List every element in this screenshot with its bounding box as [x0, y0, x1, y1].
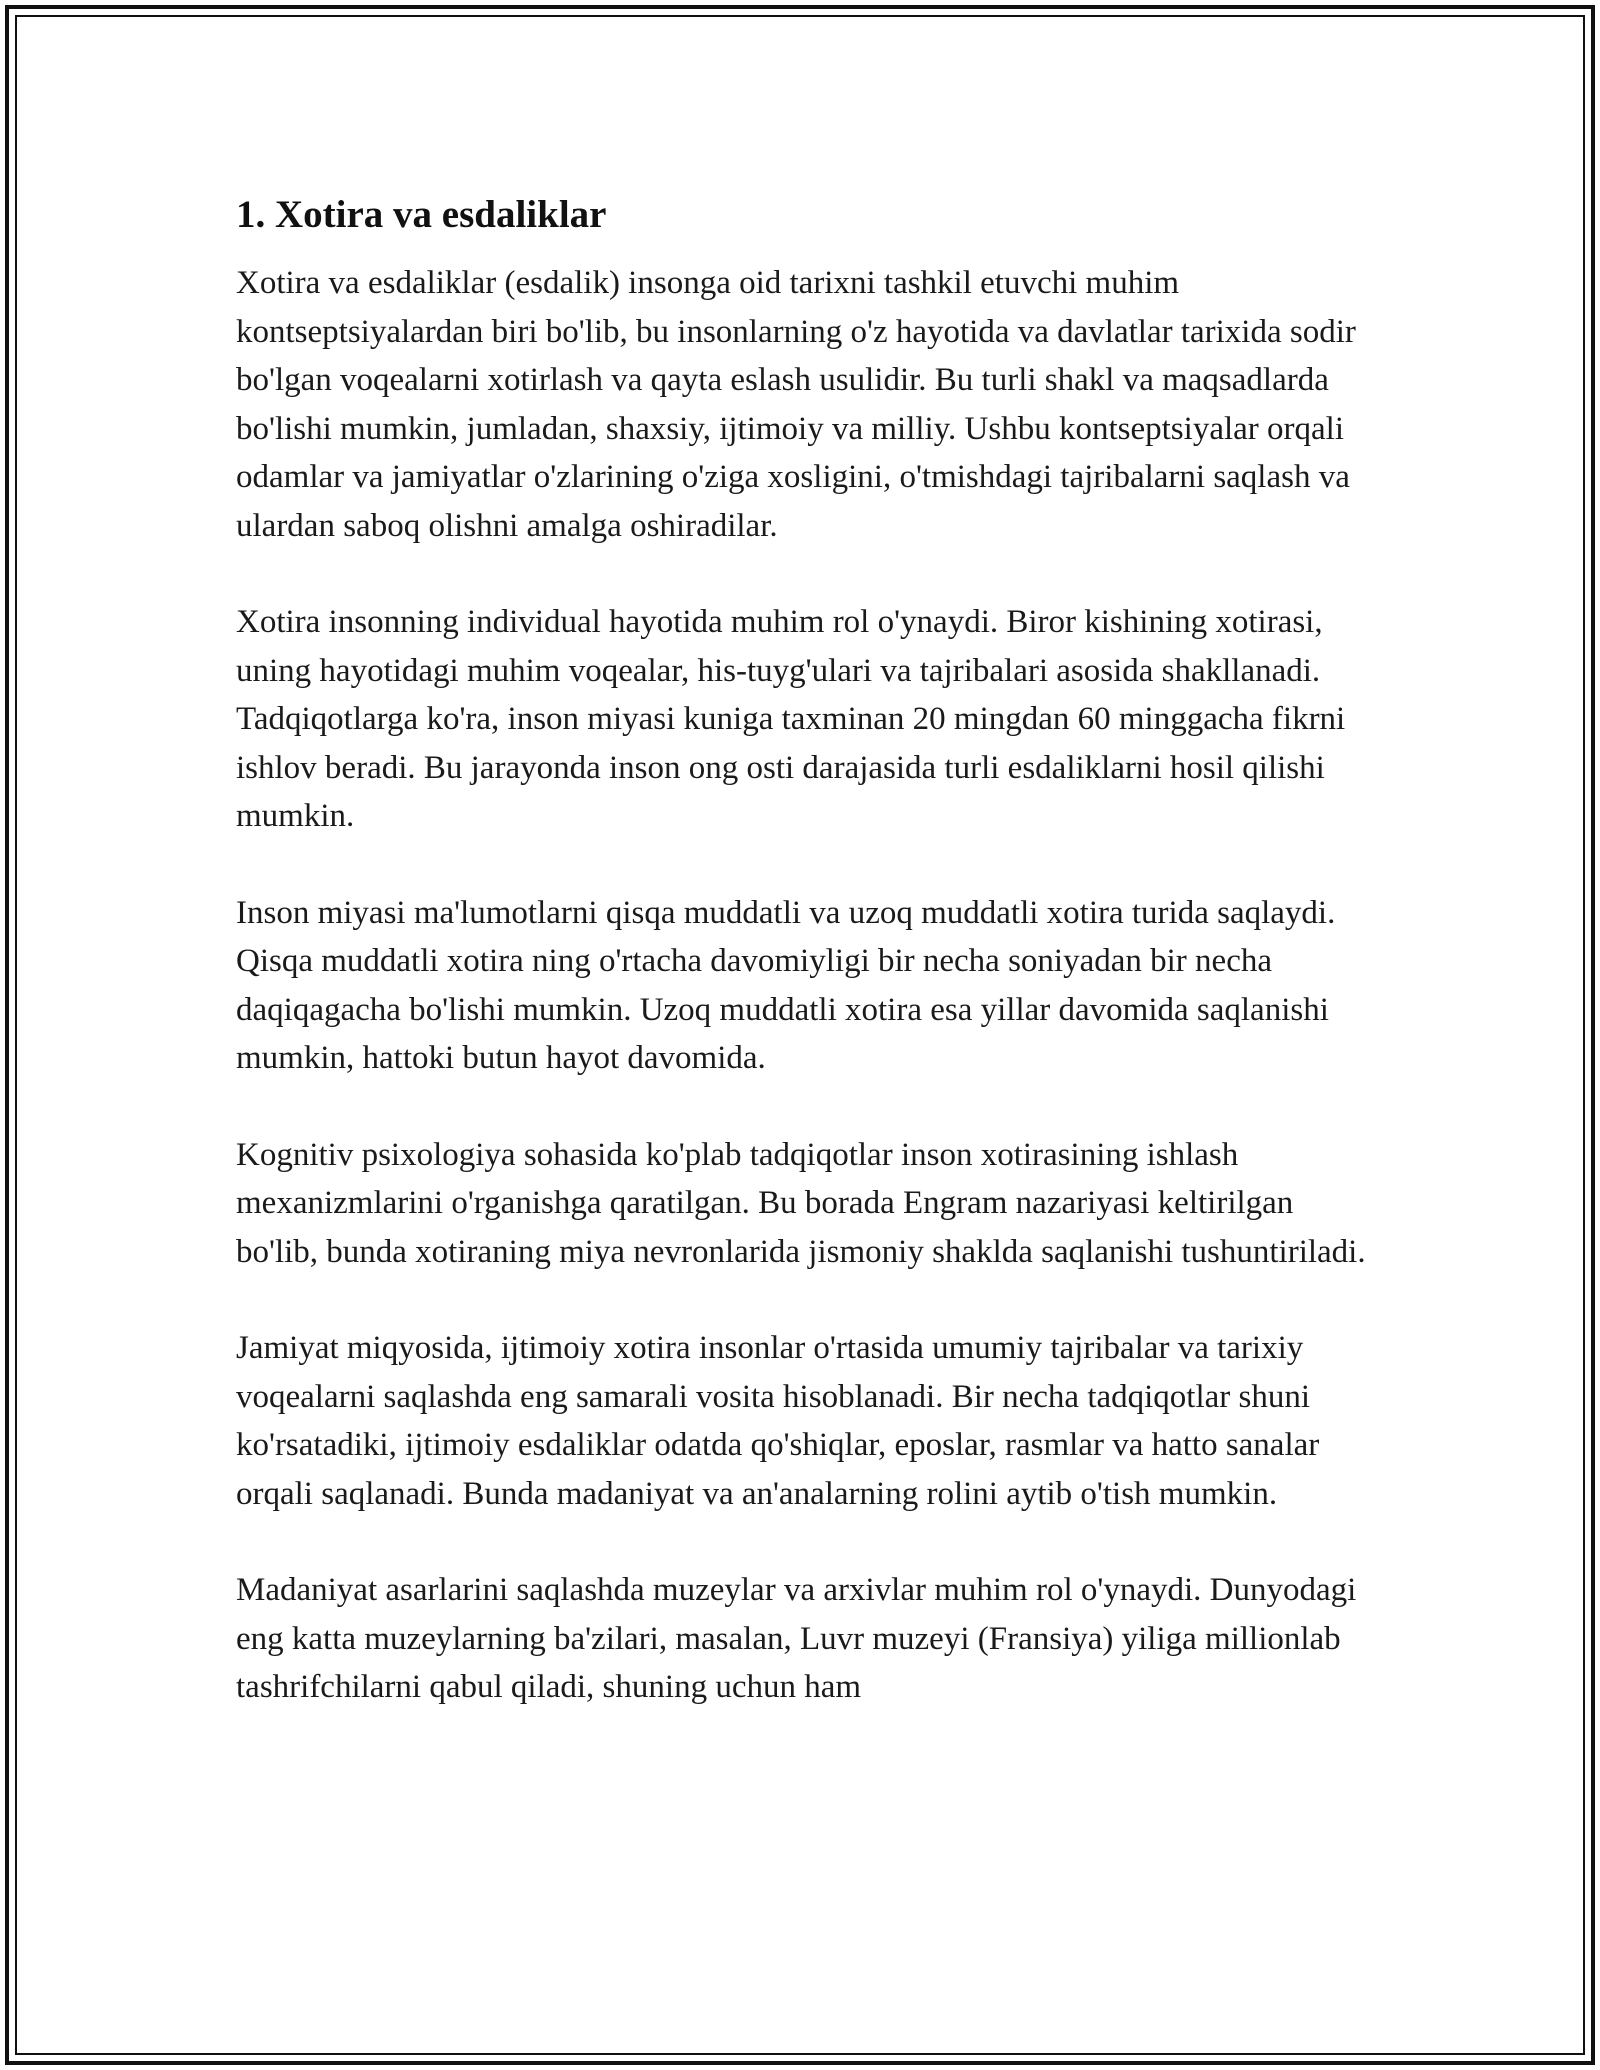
paragraph-individual-memory: Xotira insonning individual hayotida muhim rol o'ynaydi. Biror kishining xotirasi, uning hayotidagi muhim voqealar, his-tuyg'ulari va tajribalari asosida shakllanadi. Tadqiqotlarga ko'ra, inson miyasi kuniga taxminan 20 mingdan 60 minggacha fikrni ishlov beradi. Bu jarayonda inson ong osti darajasida turli esdaliklarni hosil qilishi mumkin.: [236, 604, 1346, 834]
paragraph-memory-intro: Xotira va esdaliklar (esdalik) insonga oid tarixni tashkil etuvchi muhim kontseptsiyalardan biri bo'lib, bu insonlarning o'z hayotida va davlatlar tarixida sodir bo'lgan voqealarni xotirlash va qayta eslash usulidir. Bu turli shakl va maqsadlarda bo'lishi mumkin, jumladan, shaxsiy, ijtimoiy va milliy. Ushbu kontseptsiyalar orqali odamlar va jamiyatlar o'zlarining o'ziga xosligini, o'tmishdagi tajribalarni saqlash va ulardan saboq olishni amalga oshiradilar.: [236, 265, 1356, 544]
section-heading: 1. Xotira va esdaliklar: [236, 193, 607, 236]
document-body: [236, 185, 1376, 1712]
paragraph-social-memory: Jamiyat miqyosida, ijtimoiy xotira insonlar o'rtasida umumiy tajribalar va tarixiy voqealarni saqlashda eng samarali vosita hisoblanadi. Bir necha tadqiqotlar shuni ko'rsatadiki, ijtimoiy esdaliklar odatda qo'shiqlar, eposlar, rasmlar va hatto sanalar orqali saqlanadi. Bunda madaniyat va an'analarning rolini aytib o'tish mumkin.: [236, 1330, 1320, 1512]
paragraph-museums-archives: Madaniyat asarlarini saqlashda muzeylar va arxivlar muhim rol o'ynaydi. Dunyodagi eng katta muzeylarning ba'zilari, masalan, Luvr muzeyi (Fransiya) yiliga millionlab tashrifchilarni qabul qiladi, shuning uchun ham: [236, 1572, 1357, 1705]
paragraph-short-long-term: Inson miyasi ma'lumotlarni qisqa muddatli va uzoq muddatli xotira turida saqlaydi. Qisqa muddatli xotira ning o'rtacha davomiyligi bir necha soniyadan bir necha daqiqagacha bo'lishi mumkin. Uzoq muddatli xotira esa yillar davomida saqlanishi mumkin, hattoki butun hayot davomida.: [236, 894, 1336, 1076]
paragraph-cognitive-psychology: Kognitiv psixologiya sohasida ko'plab tadqiqotlar inson xotirasining ishlash mexanizmlarini o'rganishga qaratilgan. Bu borada Engram nazariyasi keltirilgan bo'lib, bunda xotiraning miya nevronlarida jismoniy shaklda saqlanishi tushuntiriladi.: [236, 1136, 1366, 1270]
